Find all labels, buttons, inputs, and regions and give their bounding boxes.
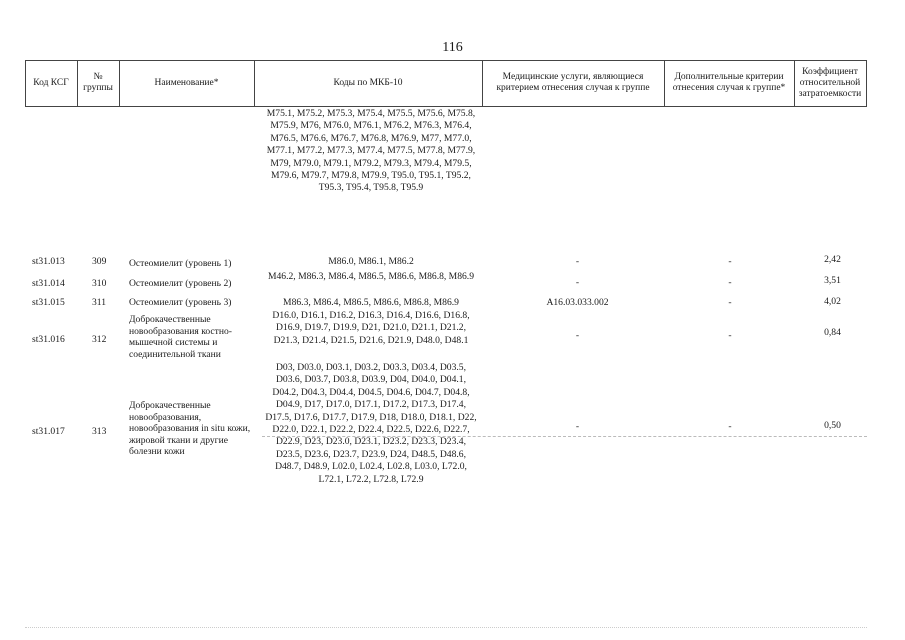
group-number: 312 (92, 334, 107, 345)
header-divider (866, 60, 867, 107)
header-divider (254, 60, 255, 107)
group-name: Доброкачественные новообразования, новообразования in situ кожи, жировой ткани и другие болезни кожи (129, 400, 251, 458)
group-number: 309 (92, 256, 107, 267)
page-bottom-edge (25, 627, 867, 628)
header-divider (25, 60, 26, 107)
ksg-code: st31.015 (32, 297, 65, 308)
header-divider (482, 60, 483, 107)
medical-services: - (575, 421, 580, 432)
mkb-codes: M46.2, M86.3, M86.4, M86.5, M86.6, M86.8, M86.9 (267, 271, 475, 282)
continued-codes: M75.1, M75.2, M75.3, M75.4, M75.5, M75.6, M75.8, M75.9, M76, M76.0, M76.1, M76.2, M76.3, M76.4, M76.5, M76.6, M76.7, M76.8, M76.9, M77, M77.0, M77.1, M77.2, M77.3, M77.4, M77.5, M77.8, M77.9, M79, M79.0, M79.1, M79.2, M79.3, M79.4, M79.5, M79.6, M79.7, M79.8, M79.9, T95.0, T95.1, T95.2, T95.3, T95.4, T95.8, T95.9 (266, 108, 476, 194)
group-name: Остеомиелит (уровень 1) (129, 258, 232, 269)
group-name: Остеомиелит (уровень 3) (129, 297, 232, 308)
header-mkb-codes: Коды по МКБ-10 (333, 77, 403, 88)
group-number: 313 (92, 426, 107, 437)
group-number: 310 (92, 278, 107, 289)
medical-services: - (575, 277, 580, 288)
header-medical-services: Медицинские услуги, являющиеся критерием отнесения случая к группе (496, 72, 650, 93)
mkb-codes: M86.0, M86.1, M86.2 (328, 256, 414, 267)
medical-services: A16.03.033.002 (546, 297, 609, 308)
ksg-code: st31.016 (32, 334, 65, 345)
header-divider (664, 60, 665, 107)
coefficient: 3,51 (824, 275, 841, 286)
page-number: 116 (442, 40, 463, 55)
header-group-number: № группы (83, 72, 113, 93)
header-extra-criteria: Дополнительные критерии отнесения случая к группе* (672, 72, 786, 93)
coefficient: 2,42 (824, 254, 841, 265)
mkb-codes: M86.3, M86.4, M86.5, M86.6, M86.8, M86.9 (283, 297, 459, 308)
medical-services: - (575, 330, 580, 341)
group-number: 311 (92, 297, 107, 308)
header-divider (119, 60, 120, 107)
mkb-codes: D03, D03.0, D03.1, D03.2, D03.3, D03.4, D03.5, D03.6, D03.7, D03.8, D03.9, D04, D04.0, D04.1, D04.2, D04.3, D04.4, D04.5, D04.6, D04.7, D04.8, D04.9, D17, D17.0, D17.1, D17.2, D17.3, D17.4, D17.5, D17.6, D17.7, D17.9, D18, D18.0, D18.1, D22, D22.0, D22.1, D22.2, D22.4, D22.5, D22.6, D22.7, D22.9, D23, D23.0, D23.1, D23.2, D23.3, D23.4, D23.5, D23.6, D23.7, D23.9, D24, D48.5, D48.6, D48.7, D48.9, L02.0, L02.4, L02.8, L03.0, L72.0, L72.1, L72.2, L72.8, L72.9 (265, 362, 477, 485)
group-name: Доброкачественные новообразования костно-мышечной системы и соединительной ткани (129, 314, 232, 360)
row-separator (262, 436, 867, 437)
mkb-codes: D16.0, D16.1, D16.2, D16.3, D16.4, D16.6, D16.8, D16.9, D19.7, D19.9, D21, D21.0, D21.1, D21.2, D21.3, D21.4, D21.5, D21.6, D21.9, D48.0, D48.1 (272, 310, 470, 346)
ksg-code: st31.014 (32, 278, 65, 289)
extra-criteria: - (728, 421, 732, 432)
medical-services: - (575, 256, 580, 267)
extra-criteria: - (728, 330, 732, 341)
extra-criteria: - (728, 297, 732, 308)
header-bottom-border (25, 106, 867, 107)
group-name: Остеомиелит (уровень 2) (129, 278, 232, 289)
header-ksg-code: Код КСГ (33, 77, 69, 88)
extra-criteria: - (728, 277, 732, 288)
ksg-code: st31.013 (32, 256, 65, 267)
header-coefficient: Коэффициент относительной затратоемкости (798, 66, 862, 99)
header-divider (794, 60, 795, 107)
header-name: Наименование* (154, 77, 219, 88)
extra-criteria: - (728, 256, 732, 267)
coefficient: 4,02 (824, 296, 841, 307)
coefficient: 0,50 (824, 420, 841, 431)
coefficient: 0,84 (824, 327, 841, 338)
ksg-code: st31.017 (32, 426, 65, 437)
header-divider (77, 60, 78, 107)
